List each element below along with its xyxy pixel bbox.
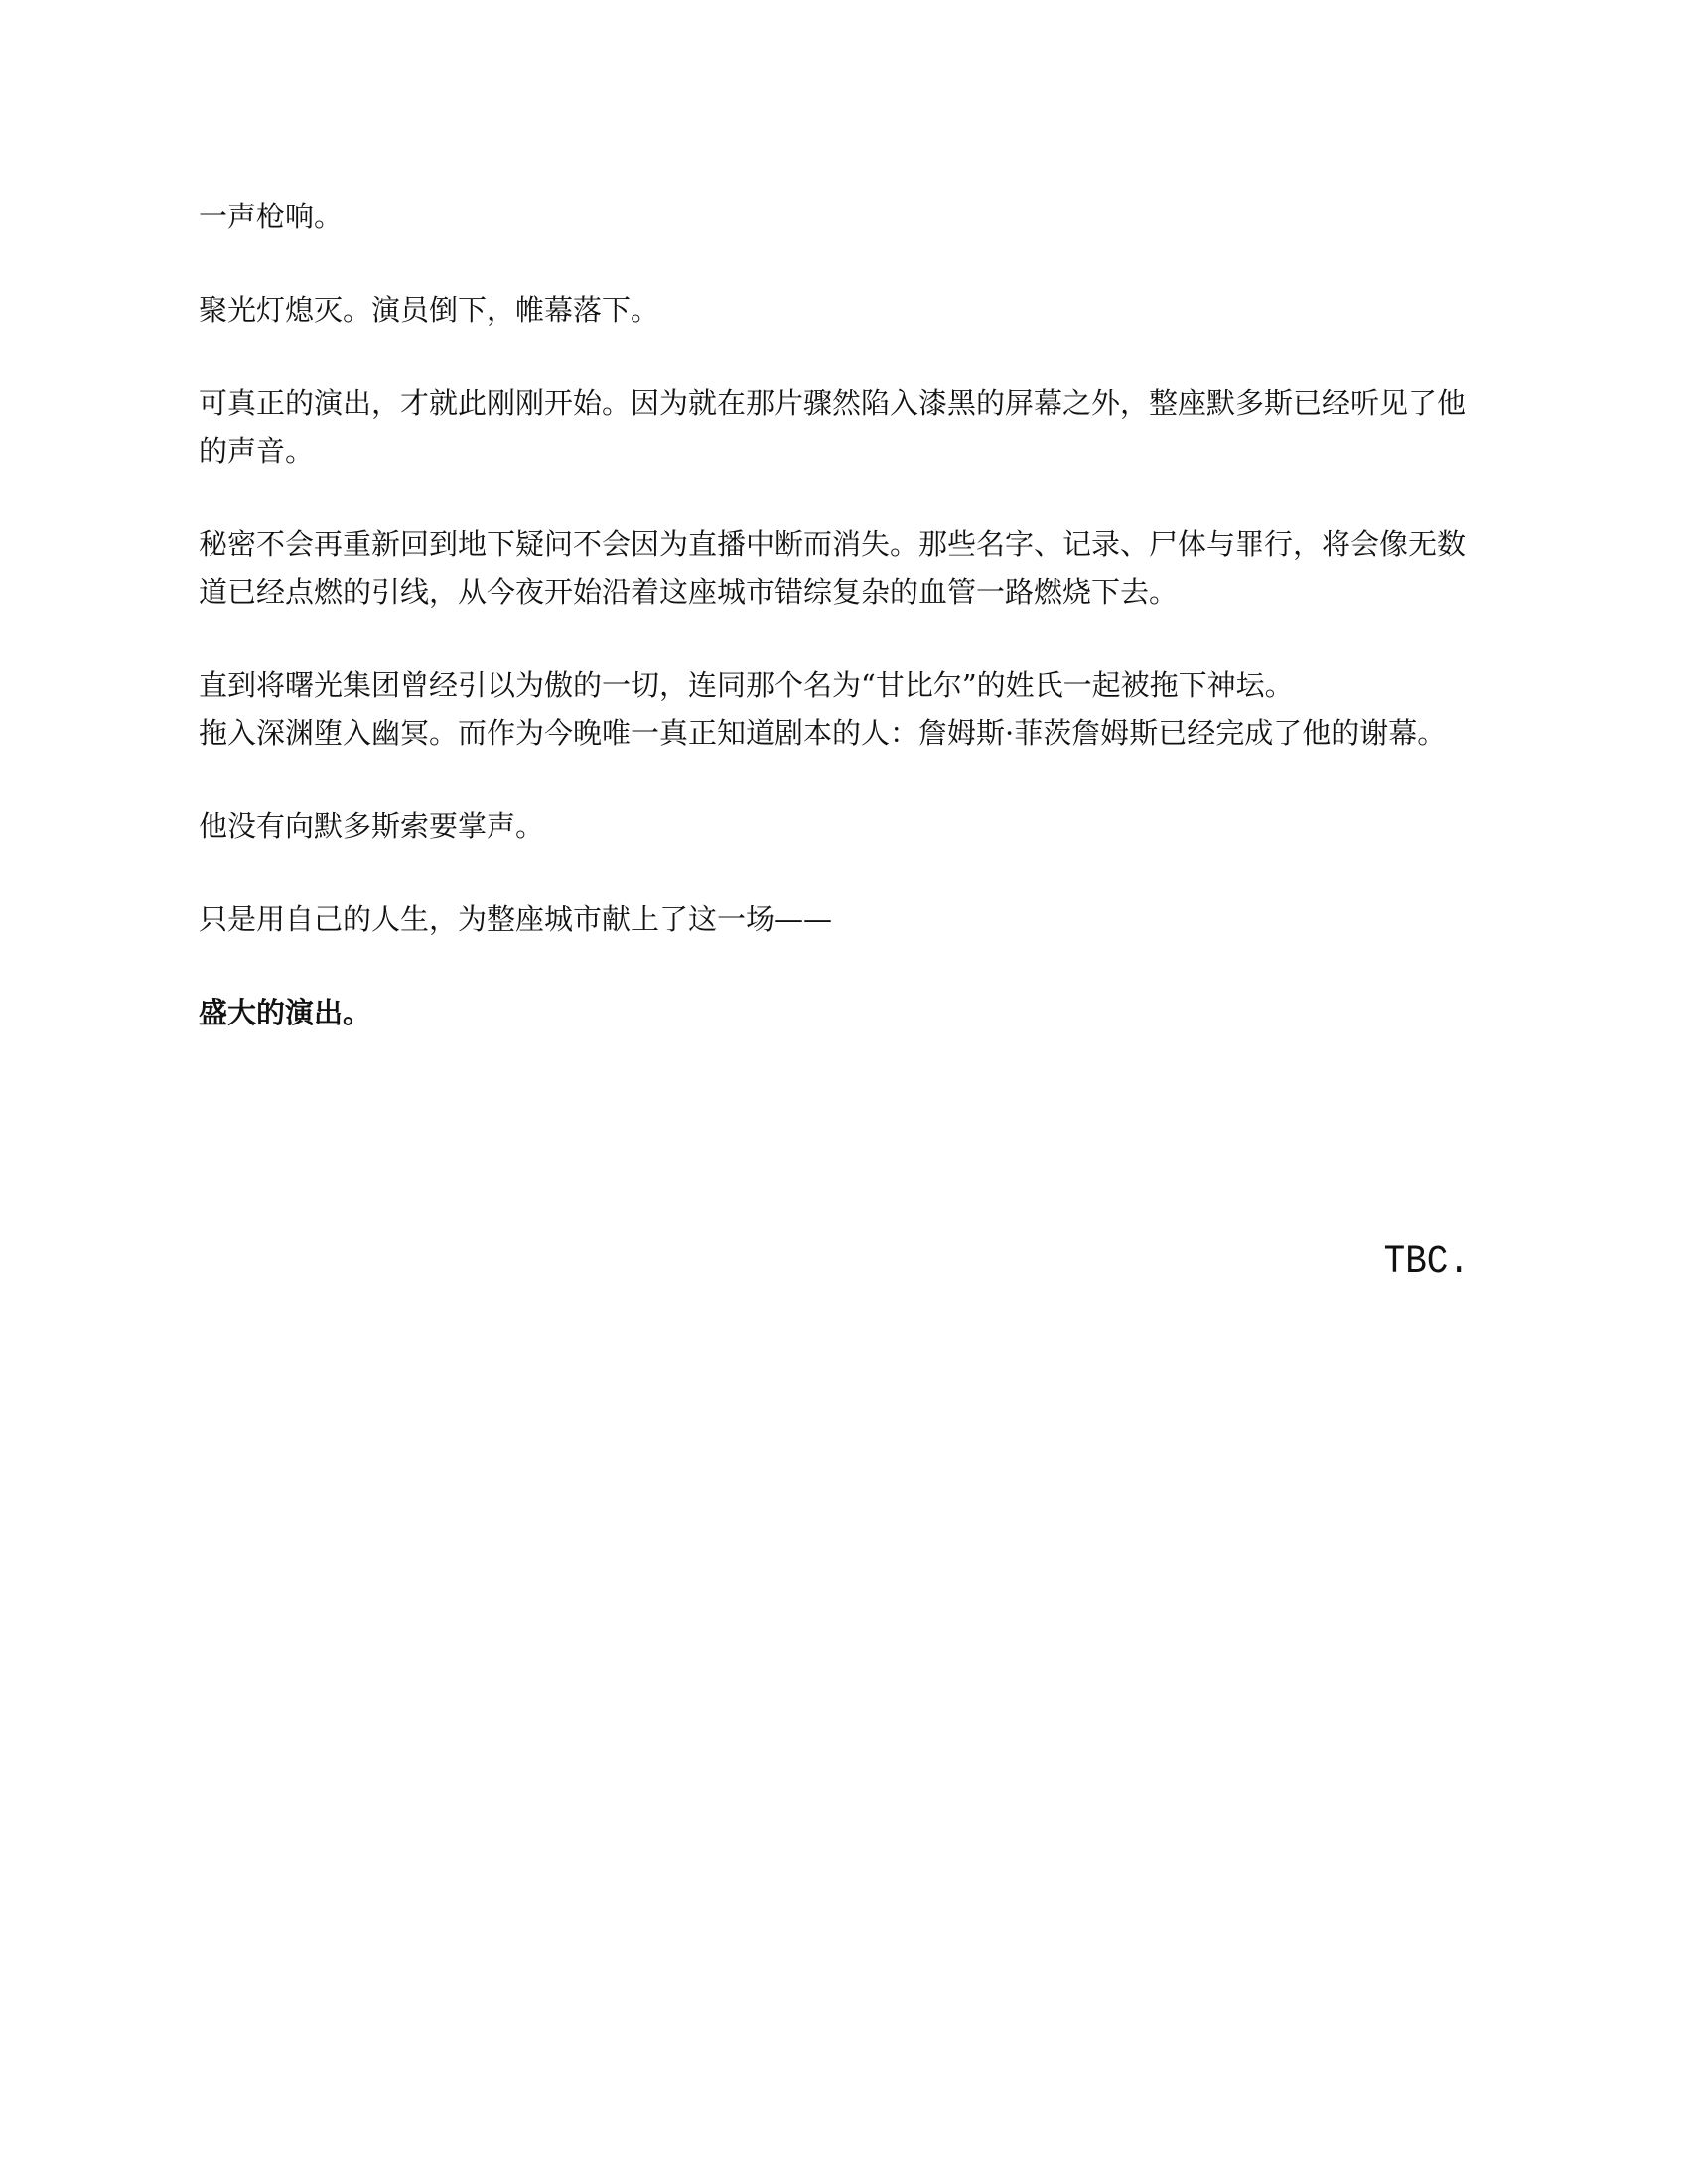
paragraph-abyss: 拖入深渊堕入幽冥。而作为今晚唯一真正知道剧本的人：詹姆斯·菲茨詹姆斯已经完成了他的谢幕。 bbox=[199, 716, 1447, 750]
paragraph-gunshot: 一声枪响。 bbox=[199, 200, 344, 233]
paragraph-offering: 只是用自己的人生，为整座城市献上了这一场—— bbox=[199, 902, 833, 936]
paragraph-dawn-group: 直到将曙光集团曾经引以为傲的一切，连同那个名为“甘比尔”的姓氏一起被拖下神坛。 bbox=[199, 668, 1294, 702]
paragraph-no-applause: 他没有向默多斯索要掌声。 bbox=[199, 809, 545, 843]
paragraph-secrets: 秘密不会再重新回到地下疑问不会因为直播中断而消失。那些名字、记录、尸体与罪行，将会像无数道已经点燃的引线，从今夜开始沿着这座城市错综复杂的血管一路燃烧下去。 bbox=[199, 527, 1467, 609]
body-text bbox=[199, 193, 1479, 1082]
paragraph-spotlight: 聚光灯熄灭。演员倒下，帷幕落下。 bbox=[199, 293, 660, 327]
paragraph-real-show: 可真正的演出，才就此刚刚开始。因为就在那片骤然陷入漆黑的屏幕之外，整座默多斯已经听见了他的声音。 bbox=[199, 386, 1467, 468]
paragraph-grand-show: 盛大的演出。 bbox=[199, 996, 372, 1029]
end-mark: TBC. bbox=[1383, 1240, 1470, 1285]
